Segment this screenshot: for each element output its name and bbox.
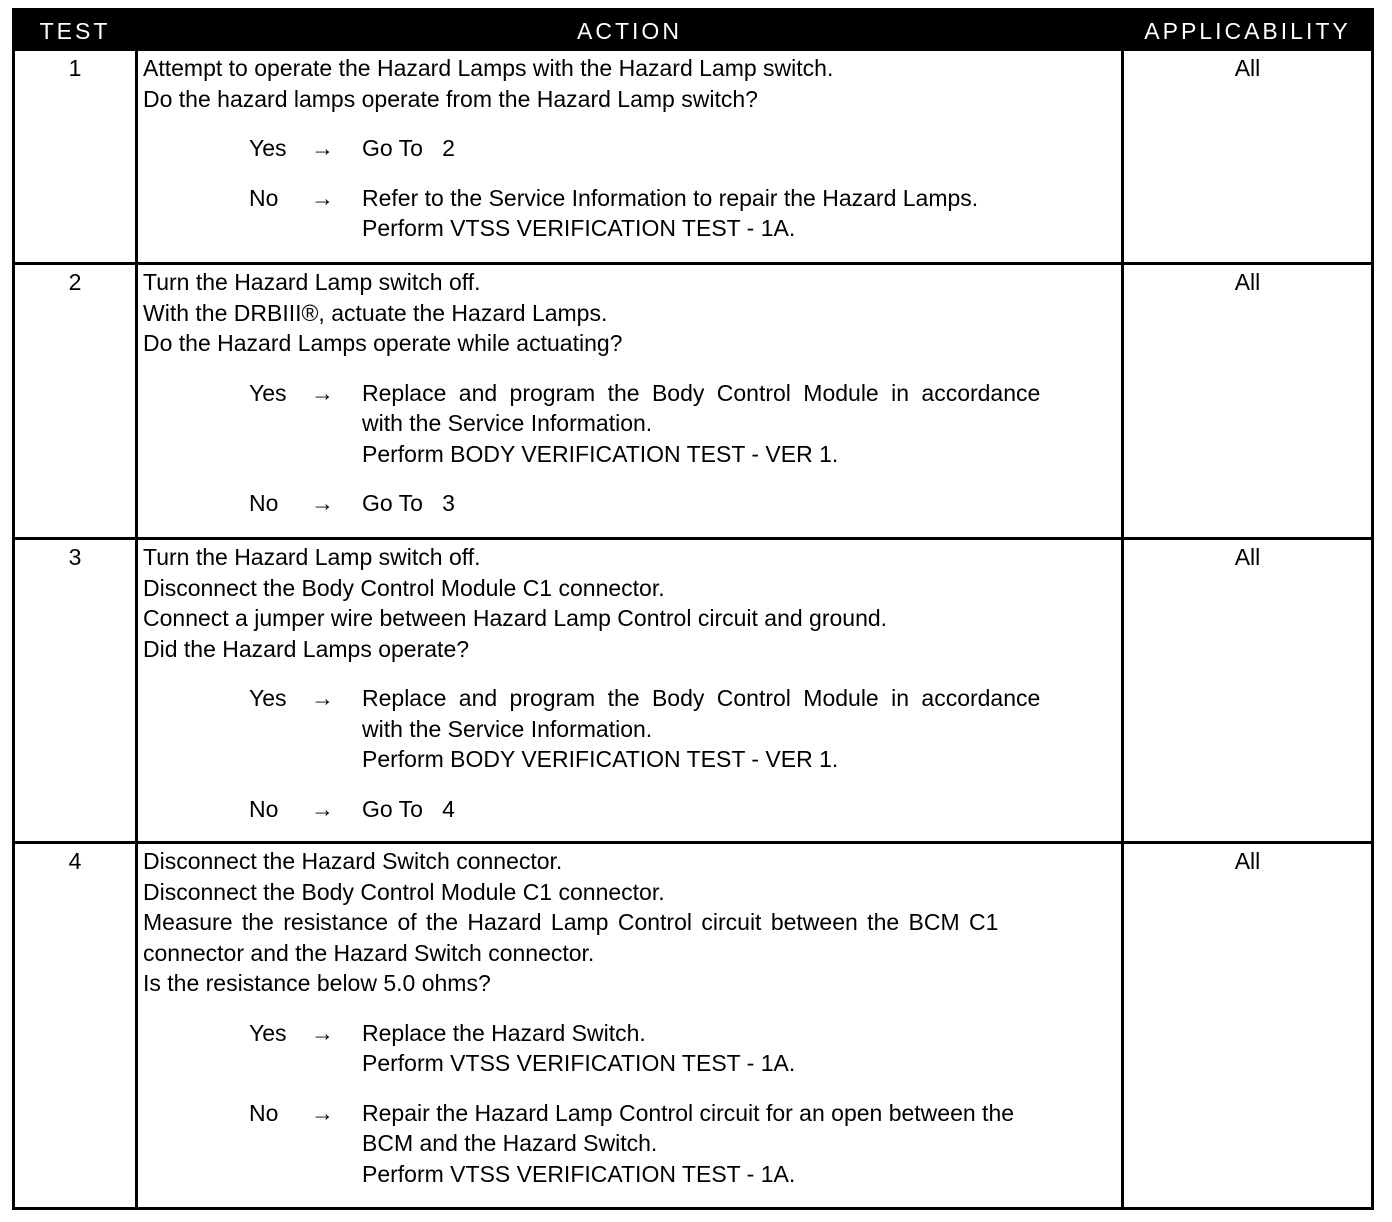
table-row <box>15 844 1371 1207</box>
no-option <box>143 794 1116 825</box>
option-text: with the Service Information. <box>362 715 653 742</box>
yes-option <box>143 1018 1116 1079</box>
arrow-icon: → <box>311 379 334 406</box>
option-text: Perform BODY VERIFICATION TEST - VER 1. <box>362 746 839 772</box>
action-line: Disconnect the Body Control Module C1 connector. <box>143 574 665 601</box>
arrow-icon: → <box>311 795 334 822</box>
option-text: Perform VTSS VERIFICATION TEST - 1A. <box>362 1160 796 1187</box>
action-line: Connect a jumper wire between Hazard Lamp Control circuit and ground. <box>143 605 888 631</box>
option-text: Refer to the Service Information to repair the Hazard Lamps. <box>362 184 979 211</box>
option-text: Perform BODY VERIFICATION TEST - VER 1. <box>362 440 839 467</box>
no-label: No <box>249 184 279 211</box>
no-option <box>143 488 1116 519</box>
no-label: No <box>249 490 279 516</box>
action-line: Turn the Hazard Lamp switch off. <box>143 269 481 295</box>
test-number: 3 <box>68 544 82 570</box>
action-cell <box>143 53 1116 244</box>
option-text: Perform VTSS VERIFICATION TEST - 1A. <box>362 1050 796 1076</box>
arrow-icon: → <box>311 685 334 711</box>
yes-label: Yes <box>249 379 287 406</box>
applicability-value: All <box>1234 848 1261 874</box>
arrow-icon: → <box>311 1099 334 1126</box>
action-cell <box>143 267 1116 519</box>
applicability-value: All <box>1234 269 1261 295</box>
option-text: Repair the Hazard Lamp Control circuit for an open between the <box>362 1099 1015 1126</box>
header-applicability: APPLICABILITY <box>1144 18 1351 44</box>
action-line: Attempt to operate the Hazard Lamps with the Hazard Lamp switch. <box>143 55 834 81</box>
action-line: Is the resistance below 5.0 ohms? <box>143 970 491 996</box>
table-row <box>15 51 1371 262</box>
arrow-icon: → <box>311 490 334 516</box>
option-text: Go To 3 <box>362 490 455 516</box>
arrow-icon: → <box>311 184 334 211</box>
table-row <box>15 540 1371 841</box>
diagnostic-table <box>12 8 1374 1210</box>
yes-label: Yes <box>249 685 287 711</box>
test-number: 2 <box>68 269 82 295</box>
test-number: 4 <box>68 848 82 874</box>
action-line: Turn the Hazard Lamp switch off. <box>143 544 481 570</box>
no-option <box>143 1098 1116 1190</box>
action-cell <box>143 846 1116 1189</box>
option-text: Replace the Hazard Switch. <box>362 1019 646 1046</box>
test-number: 1 <box>68 55 82 81</box>
option-text: Go To 4 <box>362 795 455 822</box>
option-text: Go To 2 <box>362 135 455 161</box>
table-header <box>15 11 1371 51</box>
action-line: Disconnect the Body Control Module C1 connector. <box>143 878 665 905</box>
option-text: Perform VTSS VERIFICATION TEST - 1A. <box>362 215 796 241</box>
action-line: Do the hazard lamps operate from the Hazard Lamp switch? <box>143 85 758 112</box>
option-text: Replace and program the Body Control Module in accordance <box>362 379 1041 406</box>
no-label: No <box>249 1099 279 1126</box>
no-option <box>143 183 1116 244</box>
yes-option <box>143 683 1116 775</box>
option-text: Replace and program the Body Control Module in accordance <box>362 685 1041 711</box>
option-text: with the Service Information. <box>362 410 653 436</box>
yes-label: Yes <box>249 1019 287 1046</box>
applicability-value: All <box>1234 544 1261 570</box>
action-line: Did the Hazard Lamps operate? <box>143 635 470 662</box>
yes-option <box>143 133 1116 164</box>
applicability-value: All <box>1234 55 1261 81</box>
option-text: BCM and the Hazard Switch. <box>362 1130 658 1156</box>
action-line: Disconnect the Hazard Switch connector. <box>143 848 563 874</box>
header-test: TEST <box>39 18 111 44</box>
action-line: With the DRBIII®, actuate the Hazard Lamps. <box>143 299 608 326</box>
action-cell <box>143 542 1116 824</box>
header-action: ACTION <box>577 18 682 44</box>
action-line: connector and the Hazard Switch connector. <box>143 939 595 966</box>
action-line: Do the Hazard Lamps operate while actuating? <box>143 330 623 356</box>
arrow-icon: → <box>311 1019 334 1046</box>
no-label: No <box>249 795 279 822</box>
arrow-icon: → <box>311 135 334 161</box>
action-line: Measure the resistance of the Hazard Lamp Control circuit between the BCM C1 <box>143 909 999 935</box>
yes-option <box>143 378 1116 470</box>
yes-label: Yes <box>249 135 287 161</box>
table-row <box>15 265 1371 537</box>
